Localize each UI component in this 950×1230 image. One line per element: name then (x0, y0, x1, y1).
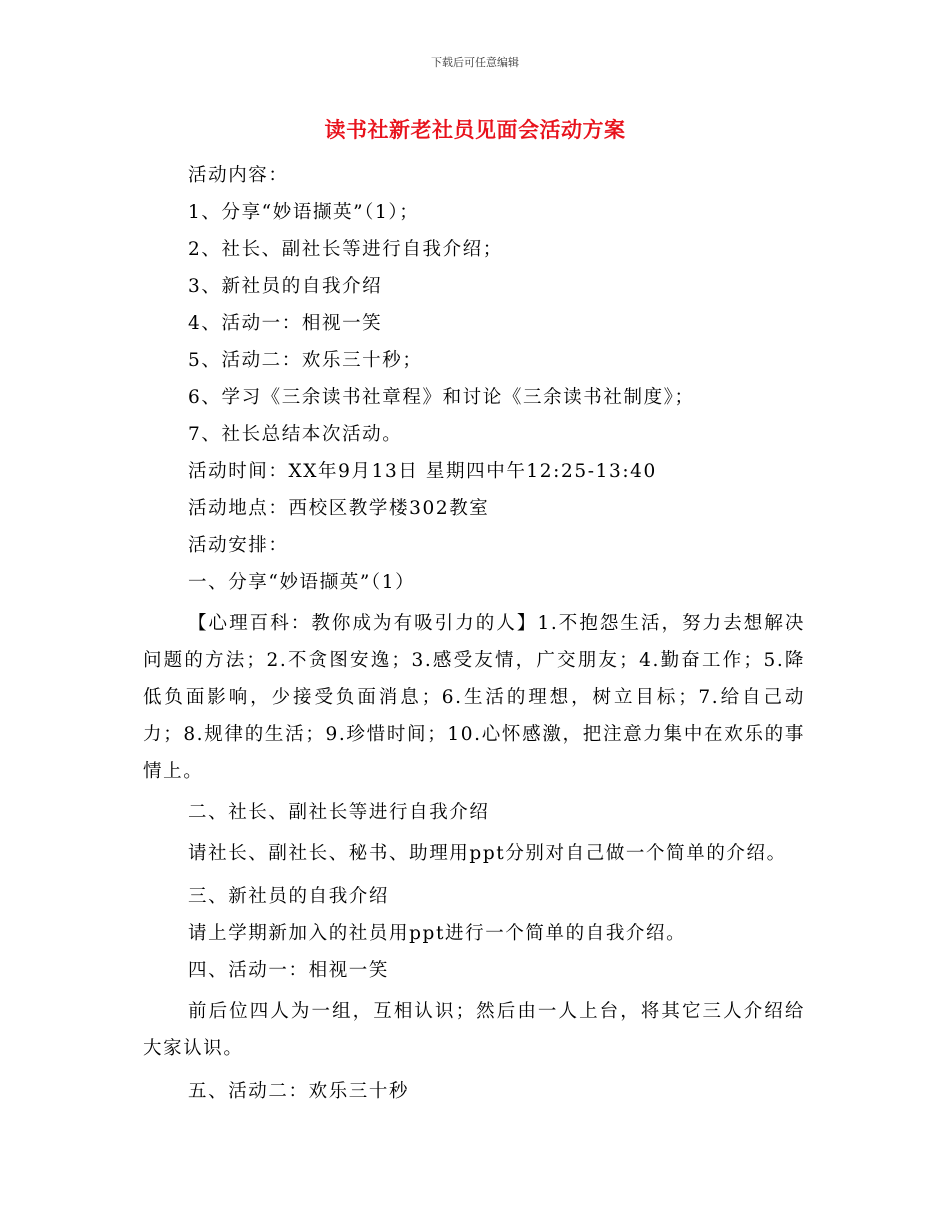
document-title: 读书社新老社员见面会活动方案 (324, 118, 626, 142)
document-body (143, 157, 805, 1110)
content-item: 4、活动一：相视一笑 (188, 313, 383, 334)
section-paragraph: 请上学期新加入的社员用ppt进行一个简单的自我介绍。 (188, 923, 687, 944)
header-note: 下载后可任意编辑 (431, 56, 519, 69)
content-heading: 活动内容： (188, 165, 289, 186)
activity-location: 活动地点：西校区教学楼302教室 (188, 498, 490, 519)
section-paragraph: 请社长、副社长、秘书、助理用ppt分别对自己做一个简单的介绍。 (188, 843, 787, 864)
content-item: 2、社长、副社长等进行自我介绍； (188, 239, 503, 260)
section-heading: 一、分享“妙语撷英”（1） (188, 572, 416, 593)
content-item: 1、分享“妙语撷英”（1）； (188, 202, 420, 223)
section-heading: 四、活动一：相视一笑 (188, 960, 390, 981)
section-heading: 三、新社员的自我介绍 (188, 886, 390, 907)
section-heading: 二、社长、副社长等进行自我介绍 (188, 802, 490, 823)
content-item: 5、活动二：欢乐三十秒； (188, 350, 423, 371)
content-item: 6、学习《三余读书社章程》和讨论《三余读书社制度》； (188, 387, 695, 408)
arrangement-heading: 活动安排： (188, 535, 289, 556)
section-paragraph: 【心理百科：教你成为有吸引力的人】1.不抱怨生活，努力去想解决问题的方法；2.不贪图安逸；3.感受友情，广交朋友；4.勤奋工作；5.降低负面影响，少接受负面消息；6.生活的理想，树立目标；7.给自己动力；8.规律的生活；9.珍惜时间；10.心怀感激，把注意力集中在欢乐的事情上。 (143, 613, 805, 782)
content-item: 3、新社员的自我介绍 (188, 276, 383, 297)
content-item: 7、社长总结本次活动。 (188, 424, 403, 445)
activity-time: 活动时间：XX年9月13日 星期四中午12:25-13:40 (188, 461, 657, 482)
section-heading: 五、活动二：欢乐三十秒 (188, 1081, 410, 1102)
section-paragraph: 前后位四人为一组，互相认识；然后由一人上台，将其它三人介绍给大家认识。 (143, 1001, 805, 1059)
